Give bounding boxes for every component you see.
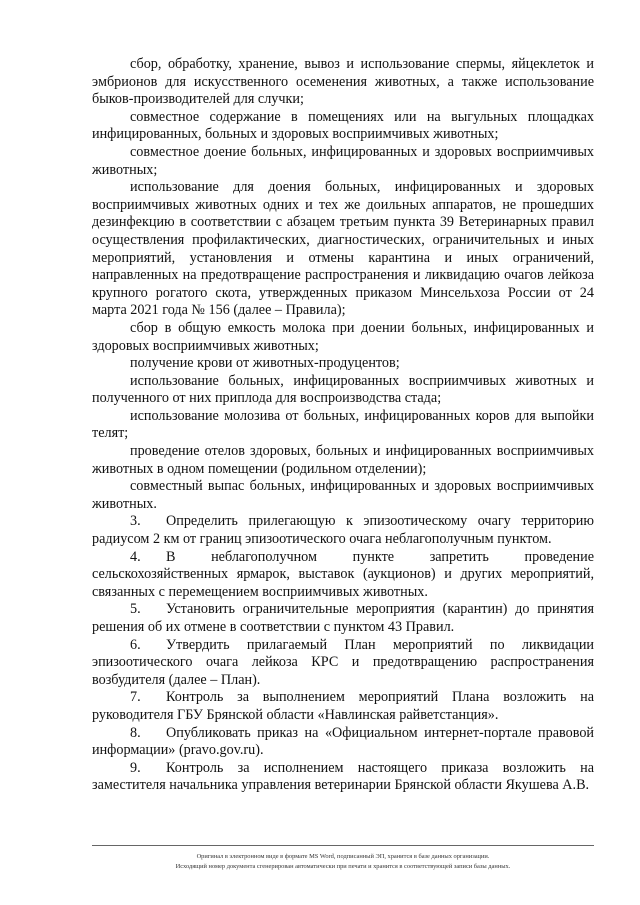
item-number: 7. [130, 689, 141, 706]
paragraph: совместный выпас больных, инфицированных и здоровых восприимчивых животных. [92, 478, 594, 512]
paragraph: получение крови от животных-продуцентов; [130, 355, 400, 372]
footer-line-2: Исходящий номер документа сгенерирован автоматически при печати и хранится в соответствующей записи базы данных. [175, 863, 511, 870]
item-number: 5. [130, 601, 141, 618]
item-number: 8. [130, 724, 141, 741]
item-number: 4. [130, 548, 141, 565]
numbered-item-8 [92, 725, 594, 760]
paragraph: совместное доение больных, инфицированных и здоровых восприимчивых животных; [92, 143, 594, 178]
numbered-item-3 [92, 513, 594, 548]
numbered-item-5 [92, 601, 594, 636]
item-number: 3. [130, 513, 141, 530]
numbered-item-9 [92, 760, 594, 795]
item-text: Установить ограничительные мероприятия (карантин) до принятия решения об их отмене в соответствии с пунктом 43 Правил. [92, 601, 594, 635]
paragraph: использование больных, инфицированных восприимчивых животных и полученного от них приплода для воспроизводства стада; [92, 372, 594, 407]
paragraph: сбор в общую емкость молока при доении больных, инфицированных и здоровых восприимчивых животных; [92, 319, 594, 354]
paragraph: совместное содержание в помещениях или на выгульных площадках инфицированных, больных и здоровых восприимчивых животных; [92, 108, 594, 143]
numbered-item-7 [92, 689, 594, 724]
paragraph: проведение отелов здоровых, больных и инфицированных восприимчивых животных в одном помещении (родильном отделении); [92, 443, 594, 477]
paragraph: использование для доения больных, инфицированных и здоровых восприимчивых животных одних и тех же доильных аппаратов, не прошедших дезинфекцию в соответствии с абзацем третьим пункта 39 Ветеринарных правил осуществления профилактических, диагностических, ограничительных и иных мероприятий, установления и отмены карантина и иных ограничений, направленных на предотвращение распространения и ликвидацию очагов лейкоза крупного рогатого скота, утвержденных приказом Минсельхоза России от 24 марта 2021 года № 156 (далее – Правила); [92, 179, 594, 319]
paragraph: использование молозива от больных, инфицированных коров для выпойки телят; [92, 407, 594, 442]
item-number: 6. [130, 636, 141, 653]
numbered-item-4 [92, 549, 594, 602]
paragraph: сбор, обработку, хранение, вывоз и использование спермы, яйцеклеток и эмбрионов для искусственного осеменения животных, а также использование быков-производителей для случки; [92, 56, 594, 108]
footer-line-1: Оригинал в электронном виде в формате MS Word, подписанный ЭП, хранится в базе данных организации. [196, 853, 490, 860]
item-text: Определить прилегающую к эпизоотическому очагу территорию радиусом 2 км от границ эпизоотического очага неблагополучным пунктом. [92, 513, 594, 548]
item-number: 9. [130, 759, 141, 776]
item-text: Опубликовать приказ на «Официальном интернет-портале правовой информации» (pravo.gov.ru). [92, 724, 594, 759]
item-text: Контроль за выполнением мероприятий Плана возложить на руководителя ГБУ Брянской области «Навлинская райветстанция». [92, 689, 594, 723]
item-text: Утвердить прилагаемый План мероприятий по ликвидации эпизоотического очага лейкоза КРС и предотвращению распространения возбудителя (далее – План). [92, 636, 594, 688]
item-text: В неблагополучном пункте запретить проведение сельскохозяйственных ярмарок, выставок (аукционов) и других мероприятий, связанных с перемещением восприимчивых животных. [92, 548, 594, 600]
item-text: Контроль за исполнением настоящего приказа возложить на заместителя начальника управления ветеринарии Брянской области Якушева А.В. [92, 759, 594, 794]
document-body [92, 56, 594, 795]
page-footer [92, 845, 594, 872]
numbered-item-6 [92, 637, 594, 690]
